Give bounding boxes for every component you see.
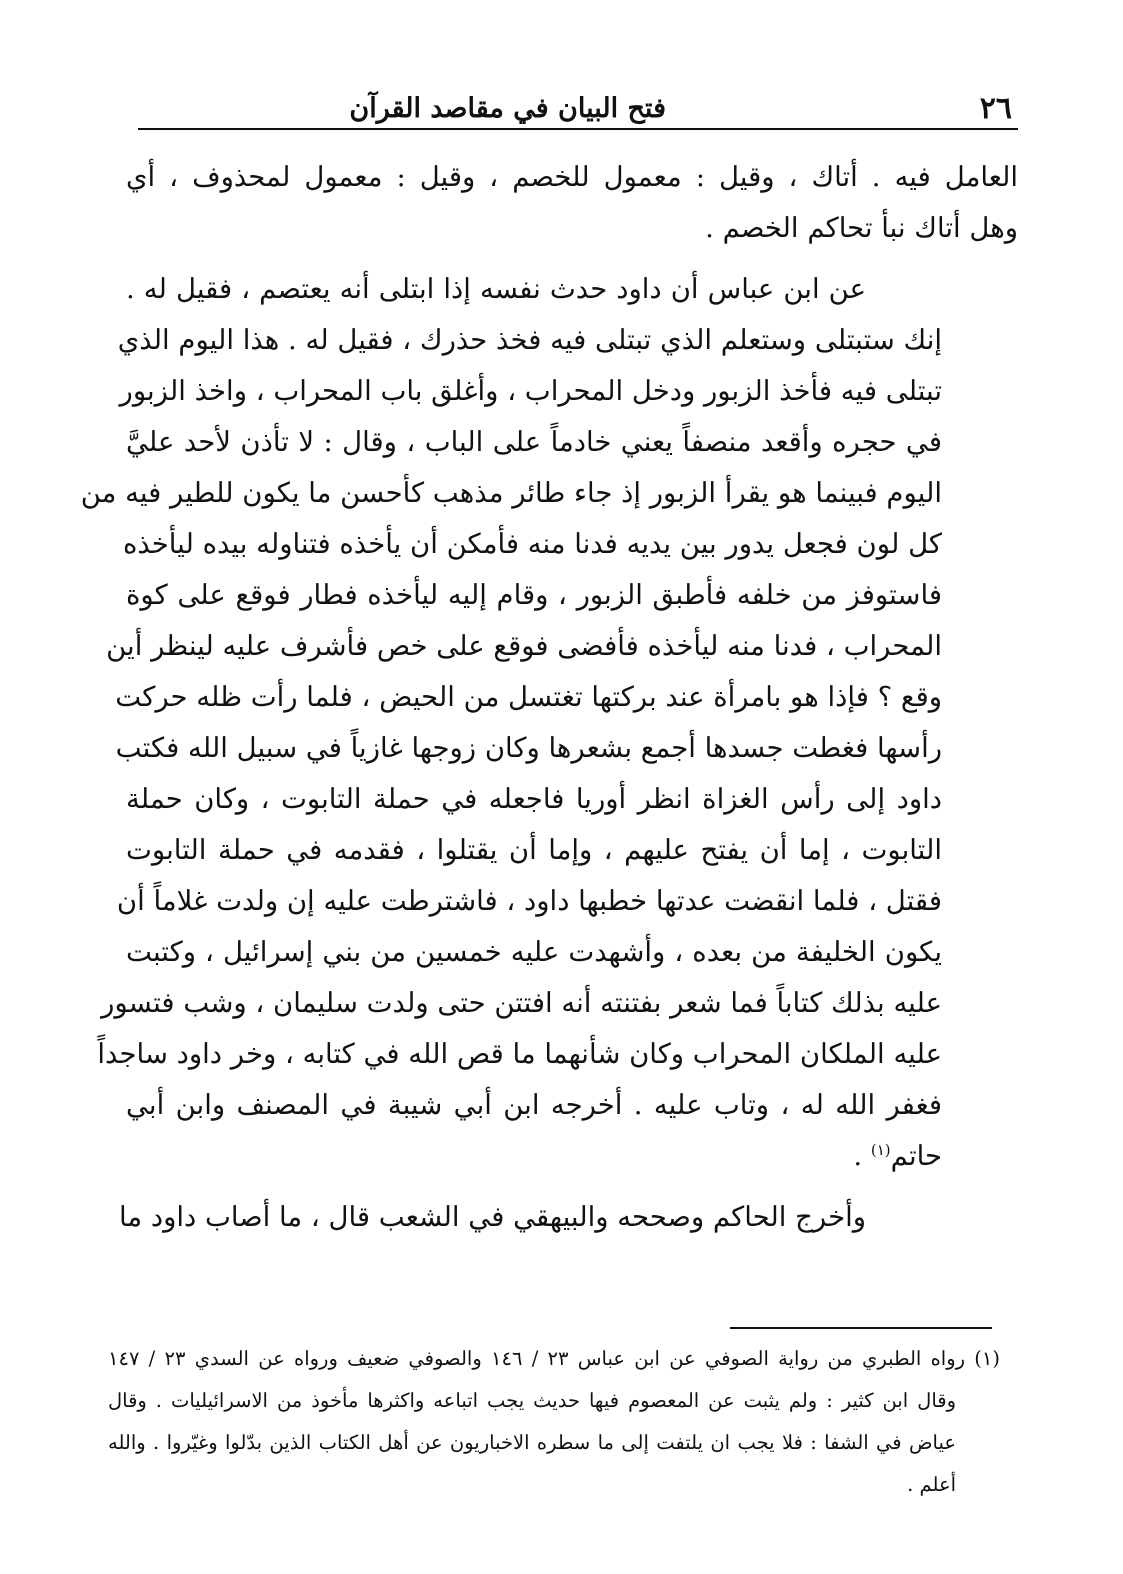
- text-line: المحراب ، فدنا منه ليأخذه فأفضى فوقع على خص فأشرف عليه لينظر أين: [106, 630, 942, 662]
- text-line: في حجره وأقعد منصفاً يعني خادماً على الباب ، وقال : لا تأذن لأحد عليَّ: [126, 426, 942, 458]
- paragraph-3: [119, 1192, 1018, 1243]
- last-line-text: حاتم: [890, 1140, 942, 1172]
- text-line: عن ابن عباس أن داود حدث نفسه إذا ابتلى أنه يعتصم ، فقيل له .: [126, 273, 866, 305]
- text-line: يكون الخليفة من بعده ، وأشهدت عليه خمسين من بني إسرائيل ، وكتبت: [126, 936, 942, 968]
- text-line: اليوم فبينما هو يقرأ الزبور إذ جاء طائر مذهب كأحسن ما يكون للطير فيه من: [80, 477, 942, 509]
- text-line: التابوت ، إما أن يفتح عليهم ، وإما أن يقتلوا ، فقدمه في حملة التابوت: [126, 834, 942, 866]
- page-number: ٢٦: [979, 91, 1012, 126]
- footnote-line: أعلم .: [907, 1473, 956, 1496]
- text-line: العامل فيه . أتاك ، وقيل : معمول للخصم ، وقيل : معمول لمحذوف ، أي: [126, 161, 1018, 193]
- paragraph-1: [126, 152, 1018, 254]
- text-line: فقتل ، فلما انقضت عدتها خطبها داود ، فاشترطت عليه إن ولدت غلاماً أن: [116, 885, 942, 917]
- header-rule: [138, 128, 1018, 130]
- text-line: فاستوفز من خلفه فأطبق الزبور ، وقام إليه ليأخذه فطار فوقع على كوة: [126, 579, 942, 611]
- text-line: داود إلى رأس الغزاة انظر أوريا فاجعله في حملة التابوت ، وكان حملة: [126, 783, 942, 815]
- paragraph-2: [80, 264, 1018, 1182]
- page-header: [140, 88, 1016, 128]
- body-text: [80, 152, 1018, 1243]
- text-line: وأخرج الحاكم وصححه والبيهقي في الشعب قال ، ما أصاب داود ما: [119, 1201, 866, 1233]
- text-line: إنك ستبتلى وستعلم الذي تبتلى فيه فخذ حذرك ، فقيل له . هذا اليوم الذي: [117, 324, 942, 356]
- footnote-line: عياض في الشفا : فلا يجب ان يلتفت إلى ما سطره الاخباريون عن أهل الكتاب الذين بدّلوا وغيّروا . والله: [108, 1431, 956, 1454]
- footnote-line: (١) رواه الطبري من رواية الصوفي عن ابن عباس ٢٣ / ١٤٦ والصوفي ضعيف ورواه عن السدي ٢٣ / ١٤٧: [108, 1347, 1001, 1370]
- text-line: عليه بذلك كتاباً فما شعر بفتنته أنه افتتن حتى ولدت سليمان ، وشب فتسور: [101, 987, 942, 1019]
- footnote-reference: (١): [870, 1140, 891, 1159]
- last-line-tail: .: [853, 1140, 871, 1172]
- text-line: رأسها فغطت جسدها أجمع بشعرها وكان زوجها غازياً في سبيل الله فكتب: [115, 732, 942, 764]
- footnote-rule: [730, 1327, 992, 1329]
- text-line: كل لون فجعل يدور بين يديه فدنا منه فأمكن أن يأخذه فتناوله بيده ليأخذه: [122, 528, 942, 560]
- running-title: فتح البيان في مقاصد القرآن: [349, 93, 666, 124]
- text-line: فغفر الله له ، وتاب عليه . أخرجه ابن أبي شيبة في المصنف وابن أبي: [126, 1089, 942, 1121]
- footnotes: [108, 1338, 1000, 1506]
- text-line: وقع ؟ فإذا هو بامرأة عند بركتها تغتسل من الحيض ، فلما رأت ظله حركت: [115, 681, 942, 713]
- footnote-line: وقال ابن كثير : ولم يثبت عن المعصوم فيها حديث يجب اتباعه واكثرها مأخوذ من الاسرائيليات . وقال: [108, 1389, 956, 1412]
- text-line: عليه الملكان المحراب وكان شأنهما ما قص الله في كتابه ، وخر داود ساجداً: [97, 1038, 942, 1070]
- text-line: تبتلى فيه فأخذ الزبور ودخل المحراب ، وأغلق باب المحراب ، واخذ الزبور: [119, 375, 942, 407]
- text-line: [126, 1131, 1018, 1182]
- text-line: وهل أتاك نبأ تحاكم الخصم .: [705, 212, 1018, 244]
